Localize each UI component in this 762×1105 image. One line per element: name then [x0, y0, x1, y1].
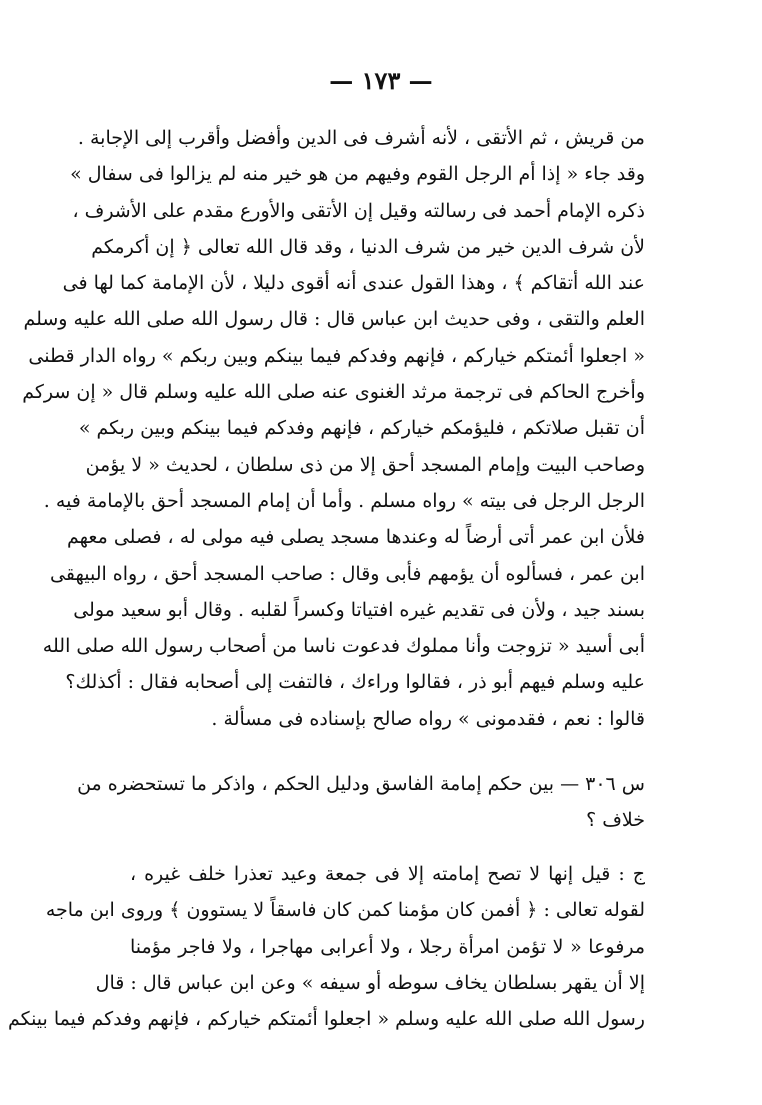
text-line: وصاحب البيت وإمام المسجد أحق إلا من ذى سلطان ، لحديث « لا يؤمن [85, 453, 645, 476]
answer-line: إلا أن يقهر بسلطان يخاف سوطه أو سيفه » وعن ابن عباس قال : قال [95, 971, 645, 994]
paragraph-intro [22, 120, 645, 737]
answer-306 [7, 856, 645, 1037]
answer-line: لقوله تعالى : ﴿ أفمن كان مؤمنا كمن كان فاسقاً لا يستوون ﴾ وروى ابن ماجه [45, 899, 645, 922]
question-306 [77, 766, 645, 839]
text-line: وأخرج الحاكم فى ترجمة مرثد الغنوى عنه صلى الله عليه وسلم قال « إن سركم [22, 381, 645, 404]
text-line: لأن شرف الدين خير من شرف الدنيا ، وقد قال الله تعالى ﴿ إن أكرمكم [91, 235, 645, 258]
text-line: فلأن ابن عمر أتى أرضاً له وعندها مسجد يصلى فيه مولى له ، فصلى معهم [67, 526, 645, 549]
question-line: خلاف ؟ [586, 809, 645, 832]
text-line: الرجل الرجل فى بيته » رواه مسلم . وأما أن إمام المسجد أحق بالإمامة فيه . [43, 489, 645, 512]
text-line: ذكره الإمام أحمد فى رسالته وقيل إن الأتقى والأورع مقدم على الأشرف ، [72, 199, 645, 222]
text-line: عند الله أتقاكم ﴾ ، وهذا القول عندى أنه أقوى دليلا ، لأن الإمامة كما لها فى [62, 272, 645, 295]
question-line: س ٣٠٦ — بين حكم إمامة الفاسق ودليل الحكم ، واذكر ما تستحضره من [77, 773, 645, 795]
text-line: أن تقبل صلاتكم ، فليؤمكم خياركم ، فإنهم وفدكم فيما بينكم وبين ربكم » [78, 417, 645, 440]
text-line: أبى أسيد « تزوجت وأنا مملوك فدعوت ناسا من أصحاب رسول الله صلى الله [42, 635, 645, 658]
text-line: « اجعلوا أئمتكم خياركم ، فإنهم وفدكم فيما بينكم وبين ربكم » رواه الدار قطنى [28, 344, 645, 367]
text-line: بسند جيد ، ولأن فى تقديم غيره افتياتا وكسراً لقلبه . وقال أبو سعيد مولى [73, 598, 645, 621]
text-line: وقد جاء « إذا أم الرجل القوم وفيهم من هو خير منه لم يزالوا فى سفال » [70, 163, 645, 186]
text-line: قالوا : نعم ، فقدمونى » رواه صالح بإسناده فى مسألة . [211, 707, 645, 730]
answer-line: مرفوعا « لا تؤمن امرأة رجلا ، ولا أعرابى مهاجرا ، ولا فاجر مؤمنا [130, 935, 645, 958]
text-line: العلم والتقى ، وفى حديث ابن عباس قال : قال رسول الله صلى الله عليه وسلم [23, 308, 645, 331]
page-number: — ١٧٣ — [329, 66, 433, 95]
text-line: من قريش ، ثم الأتقى ، لأنه أشرف فى الدين وأفضل وأقرب إلى الإجابة . [77, 127, 645, 149]
text-line: عليه وسلم فيهم أبو ذر ، فقالوا وراءك ، فالتفت إلى أصحابه فقال : أكذلك؟ [65, 671, 645, 694]
answer-line: رسول الله صلى الله عليه وسلم « اجعلوا أئمتكم خياركم ، فإنهم وفدكم فيما بينكم [7, 1008, 645, 1031]
text-line: ابن عمر ، فسألوه أن يؤمهم فأبى وقال : صاحب المسجد أحق ، رواه البيهقى [50, 562, 645, 585]
answer-line: ج : قيل إنها لا تصح إمامته إلا فى جمعة وعيد تعذرا خلف غيره ، [130, 863, 645, 885]
